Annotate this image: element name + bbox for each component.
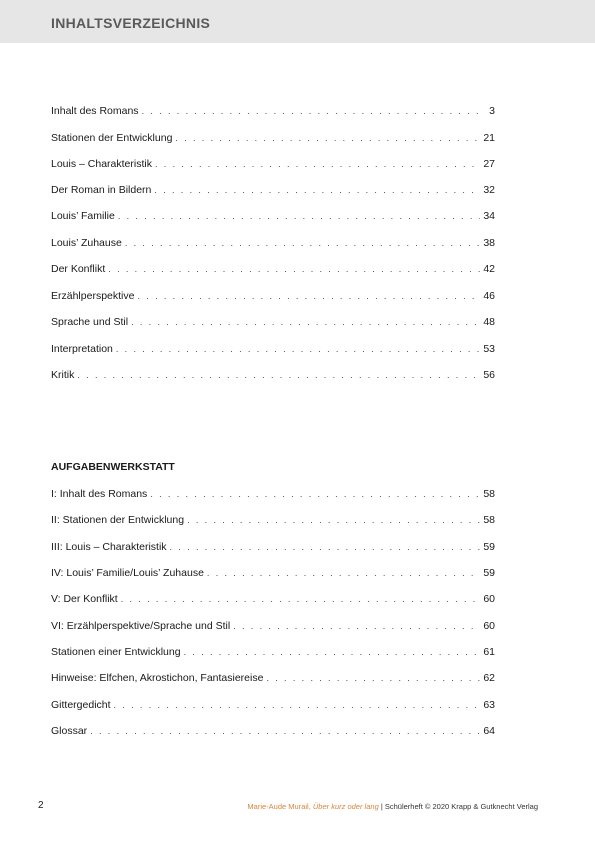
toc-leader-dots xyxy=(90,724,480,738)
toc-entry[interactable] xyxy=(51,592,495,606)
footer-credit xyxy=(247,802,538,811)
toc-entry-label: II: Stationen der Entwicklung xyxy=(51,514,185,526)
toc-entry-page: 60 xyxy=(483,620,495,632)
toc-leader-dots xyxy=(170,540,480,554)
footer-page-number: 2 xyxy=(38,800,44,811)
toc-entry-label: Louis’ Familie xyxy=(51,210,115,222)
toc-entry-label: Der Konflikt xyxy=(51,263,106,275)
toc-entry[interactable] xyxy=(51,183,495,197)
toc-leader-dots xyxy=(137,289,480,303)
toc-entry[interactable] xyxy=(51,671,495,685)
toc-entry[interactable] xyxy=(51,698,495,712)
toc-entry-page: 21 xyxy=(483,132,495,144)
toc-leader-dots xyxy=(155,157,480,171)
toc-leader-dots xyxy=(175,131,480,145)
toc-leader-dots xyxy=(121,592,480,606)
toc-entry-page: 46 xyxy=(483,290,495,302)
toc-entry-label: Kritik xyxy=(51,369,75,381)
toc-entry[interactable] xyxy=(51,724,495,738)
toc-entry-label: Erzählperspektive xyxy=(51,290,135,302)
toc-leader-dots xyxy=(125,236,480,250)
toc-entry[interactable] xyxy=(51,131,495,145)
toc-entry-label: VI: Erzählperspektive/Sprache und Stil xyxy=(51,620,231,632)
toc-entry-page: 64 xyxy=(483,725,495,737)
toc-entry-label: Glossar xyxy=(51,725,88,737)
toc-leader-dots xyxy=(187,513,480,527)
toc-leader-dots xyxy=(233,619,480,633)
toc-entry[interactable] xyxy=(51,342,495,356)
toc-entry[interactable] xyxy=(51,262,495,276)
toc-leader-dots xyxy=(154,183,480,197)
toc-entry-label: Interpretation xyxy=(51,343,113,355)
toc-entry[interactable] xyxy=(51,487,495,501)
toc-entry-page: 53 xyxy=(483,343,495,355)
toc-leader-dots xyxy=(142,104,480,118)
toc-entry-label: Louis’ Zuhause xyxy=(51,237,122,249)
toc-entry-page: 48 xyxy=(483,316,495,328)
toc-leader-dots xyxy=(114,698,480,712)
toc-entry-label: Stationen der Entwicklung xyxy=(51,132,173,144)
toc-entry-page: 63 xyxy=(483,699,495,711)
toc-entry-page: 60 xyxy=(483,593,495,605)
toc-entry-page: 42 xyxy=(483,263,495,275)
toc-entry-label: Sprache und Stil xyxy=(51,316,129,328)
toc-entry-page: 58 xyxy=(483,488,495,500)
toc-entry-label: Hinweise: Elfchen, Akrostichon, Fantasiereise xyxy=(51,672,264,684)
toc-entry-page: 27 xyxy=(483,158,495,170)
toc-entry-page: 56 xyxy=(483,369,495,381)
toc-leader-dots xyxy=(184,645,480,659)
toc-entry-page: 62 xyxy=(483,672,495,684)
footer-book-title: Über kurz oder lang xyxy=(312,802,379,811)
toc-entry-page: 3 xyxy=(489,105,495,117)
toc-entry[interactable] xyxy=(51,236,495,250)
toc-leader-dots xyxy=(207,566,480,580)
toc-leader-dots xyxy=(116,342,480,356)
page-title: INHALTSVERZEICHNIS xyxy=(51,15,211,31)
toc-entry-page: 38 xyxy=(483,237,495,249)
toc-entry-label: III: Louis – Charakteristik xyxy=(51,541,167,553)
toc-leader-dots xyxy=(266,671,480,685)
header-band xyxy=(0,0,595,43)
toc-entry-page: 59 xyxy=(483,567,495,579)
toc-leader-dots xyxy=(118,209,480,223)
toc-entry[interactable] xyxy=(51,540,495,554)
toc-entry[interactable] xyxy=(51,513,495,527)
section-heading-workshop: AUFGABENWERKSTATT xyxy=(51,461,175,473)
toc-entry[interactable] xyxy=(51,566,495,580)
toc-entry[interactable] xyxy=(51,104,495,118)
toc-entry[interactable] xyxy=(51,315,495,329)
toc-leader-dots xyxy=(108,262,480,276)
toc-entry-page: 59 xyxy=(483,541,495,553)
toc-entry-page: 58 xyxy=(483,514,495,526)
toc-entry[interactable] xyxy=(51,289,495,303)
toc-leader-dots xyxy=(77,368,480,382)
toc-entry-page: 61 xyxy=(483,646,495,658)
toc-entry-label: Der Roman in Bildern xyxy=(51,184,152,196)
toc-entry-label: IV: Louis’ Familie/Louis’ Zuhause xyxy=(51,567,204,579)
toc-entry-page: 32 xyxy=(483,184,495,196)
toc-entry[interactable] xyxy=(51,368,495,382)
toc-entry-label: Stationen einer Entwicklung xyxy=(51,646,181,658)
toc-entry[interactable] xyxy=(51,619,495,633)
toc-leader-dots xyxy=(131,315,480,329)
toc-entry-page: 34 xyxy=(483,210,495,222)
footer-author: Marie-Aude Murail, xyxy=(247,802,311,811)
toc-entry[interactable] xyxy=(51,645,495,659)
toc-entry-label: Gittergedicht xyxy=(51,699,111,711)
footer-publisher: | Schülerheft © 2020 Krapp & Gutknecht Verlag xyxy=(380,802,538,811)
toc-leader-dots xyxy=(150,487,480,501)
toc-entry-label: Louis – Charakteristik xyxy=(51,158,152,170)
toc-entry-label: I: Inhalt des Romans xyxy=(51,488,148,500)
toc-entry[interactable] xyxy=(51,209,495,223)
toc-entry[interactable] xyxy=(51,157,495,171)
toc-entry-label: Inhalt des Romans xyxy=(51,105,139,117)
toc-entry-label: V: Der Konflikt xyxy=(51,593,118,605)
